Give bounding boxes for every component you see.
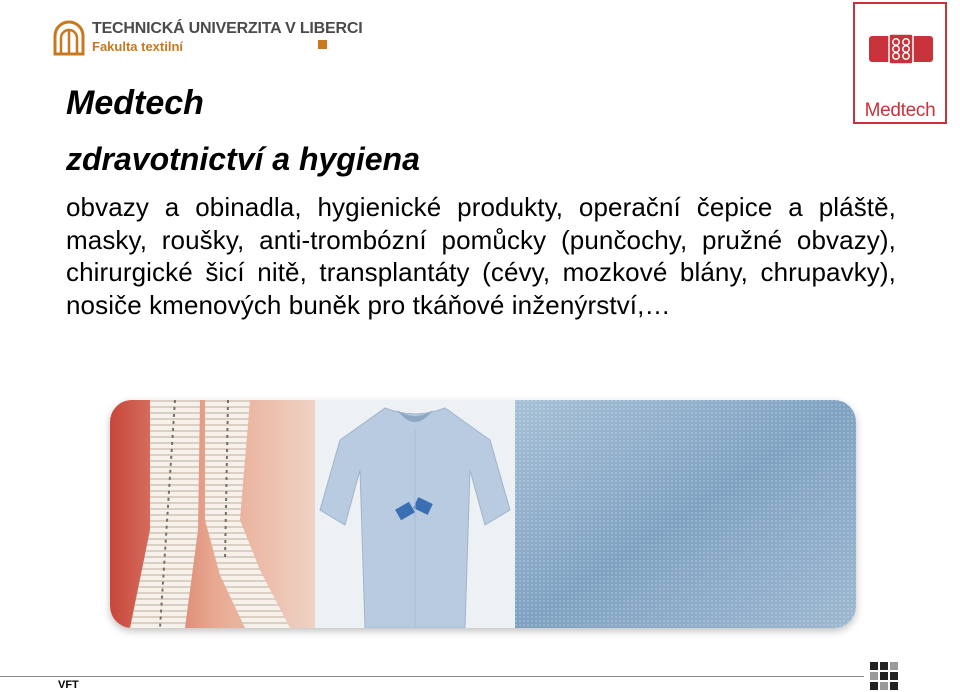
vascular-graft-photo xyxy=(110,400,315,628)
slide-title: Medtech xyxy=(66,84,204,122)
medtech-badge xyxy=(853,2,947,124)
surgical-gown-photo xyxy=(315,400,515,628)
faculty-name: Fakulta textilní xyxy=(92,39,184,54)
university-emblem-icon xyxy=(52,18,86,56)
slide-subtitle: zdravotnictví a hygiena xyxy=(66,141,420,177)
medtech-grid-icon xyxy=(869,34,933,64)
nonwoven-fabric-photo xyxy=(515,400,856,628)
slide-body: obvazy a obinadla, hygienické produkty, operační čepice a pláště, masky, roušky, anti-trombózní pomůcky (punčochy, pružné obvazy), chirurgické šicí nitě, transplantáty (cévy, mozkové blány, chrupavky), nosiče kmenových buněk pro tkáňové inženýrství,… xyxy=(66,192,896,320)
footer-label: VFT xyxy=(58,679,79,691)
university-name: TECHNICKÁ UNIVERZITA V LIBERCI xyxy=(92,20,363,37)
footer-divider xyxy=(0,676,864,677)
badge-label: Medtech xyxy=(864,100,936,121)
university-logo xyxy=(52,18,363,58)
faculty-pixel-logo-icon xyxy=(870,662,898,690)
photo-strip xyxy=(110,400,856,628)
logo-square xyxy=(318,40,327,49)
